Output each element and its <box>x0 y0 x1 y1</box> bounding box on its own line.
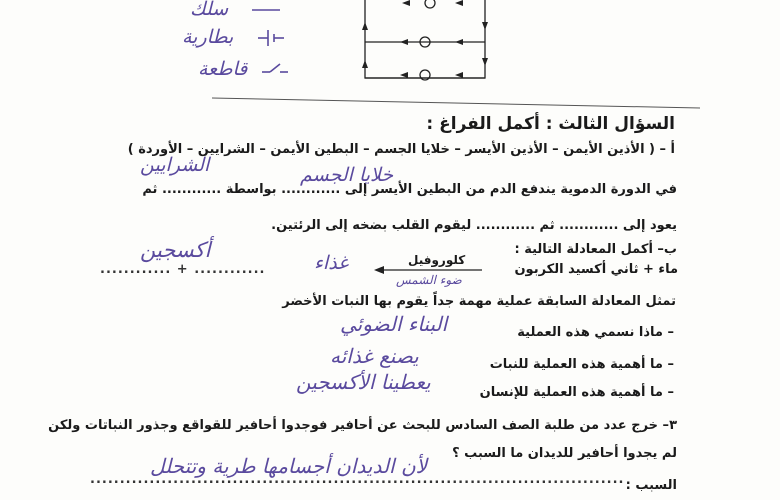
question-1: – ماذا نسمي هذه العملية <box>517 325 674 340</box>
part-c-line2: لم يجدوا أحافير للديدان ما السبب ؟ <box>452 446 677 461</box>
answer-a1: خلايا الجسم <box>300 164 394 186</box>
reactants: ماء + ثاني أكسيد الكربون <box>514 262 678 277</box>
part-a-intro: أ – ( الأذين الأيمن – الأذين الأيسر – خلايا الجسم – البطين الأيمن – الشرايين – الأوردة ) <box>127 142 675 157</box>
question-3: – ما أهمية هذه العملية للإنسان <box>479 385 674 400</box>
part-b-text: تمثل المعادلة السابقة عملية مهمة جداً يقوم بها النبات الأخضر <box>282 294 676 309</box>
answer-product2: غذاء <box>314 252 349 274</box>
answer-q1: البناء الضوئي <box>340 312 448 336</box>
part-c-line1: ٣– خرج عدد من طلبة الصف السادس للبحث عن أحافير فوجدوا أحافير للقواقع وجذور النباتات ولكن <box>48 418 677 433</box>
part-a-line2: يعود إلى ............ ثم ............ ليقوم القلب بضخه إلى الرئتين. <box>271 218 677 233</box>
reason-label: السبب : <box>625 478 677 493</box>
legend-switch: قاطعة <box>198 58 248 80</box>
answer-light: ضوء الشمس <box>396 273 462 287</box>
answer-q3: يعطينا الأكسجين <box>296 370 431 394</box>
part-a-line1: في الدورة الدموية يندفع الدم من البطين الأيسر إلى ............ بواسطة ............ ثم <box>142 182 677 197</box>
section-title: السؤال الثالث : أكمل الفراغ : <box>426 114 675 134</box>
part-b-intro: ب– أكمل المعادلة التالية : <box>514 242 677 257</box>
chlorophyll-label: كلوروفيل <box>408 253 466 267</box>
legend-wire: سلك <box>190 0 229 20</box>
legend-battery: بطارية <box>182 26 234 48</box>
products-blank: ............ + ............ <box>100 262 266 277</box>
answer-reason: لأن الديدان أجسامها طرية وتتحلل <box>150 454 428 478</box>
answer-q2: يصنع غذائه <box>330 344 419 368</box>
answer-a2: الشرايين <box>140 154 210 176</box>
question-2: – ما أهمية هذه العملية للنبات <box>489 357 674 372</box>
answer-product1: أكسجين <box>140 238 211 262</box>
reason-dots: .......................................................................................... <box>90 472 625 487</box>
